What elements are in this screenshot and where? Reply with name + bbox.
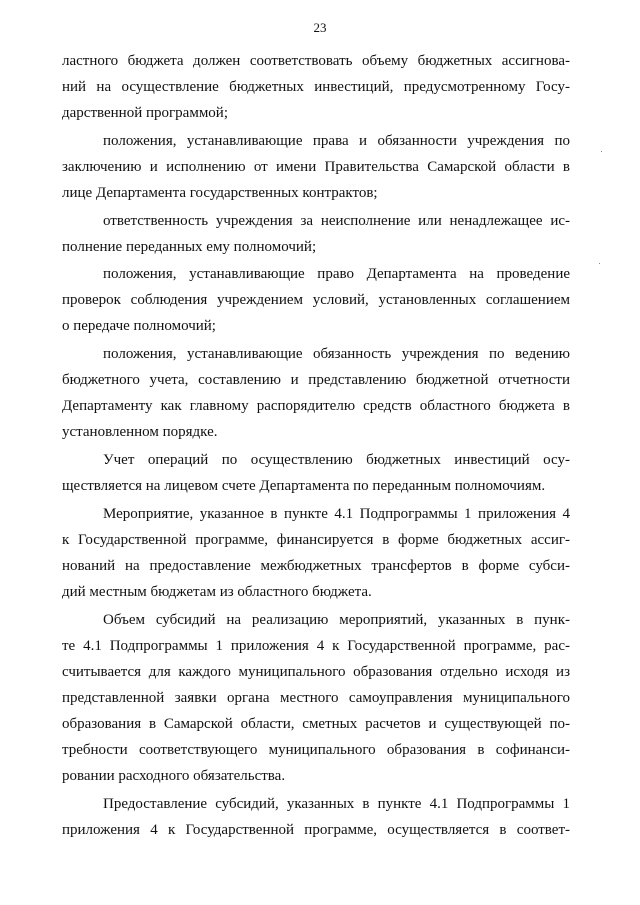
text-line: Учет операций по осуществлению бюджетных инвестиций осу- [103,452,570,468]
text-line: лице Департамента государственных контрактов; [62,185,378,201]
text-line: полнение переданных ему полномочий; [62,239,317,255]
text-line: дий местным бюджетам из областного бюджета. [62,584,372,600]
text-line: положения, устанавливающие право Департамента на проведение [103,266,570,282]
text-line: Объем субсидий на реализацию мероприятий, указанных в пунк- [103,612,570,628]
text-line: дарственной программой; [62,105,229,121]
page-number: 23 [313,20,327,35]
text-line: заключению и исполнению от имени Правительства Самарской области в [62,159,570,175]
text-line: представленной заявки органа местного самоуправления муниципального [62,690,570,706]
text-line: считывается для каждого муниципального образования отдельно исходя из [62,664,570,680]
text-line: нований на предоставление межбюджетных трансфертов в форме субси- [62,558,570,574]
text-line: установленном порядке. [62,424,218,440]
text-line: Департаменту как главному распорядителю средств областного бюджета в [62,398,570,414]
text-line: приложения 4 к Государственной программе, осуществляется в соответ- [62,822,570,838]
text-line: ществляется на лицевом счете Департамента по переданным полномочиям. [62,478,546,494]
text-line: ний на осуществление бюджетных инвестиций, предусмотренному Госу- [62,79,570,95]
text-line: образования в Самарской области, сметных расчетов и существующей по- [62,716,570,732]
text-line: проверок соблюдения учреждением условий, установленных соглашением [62,292,570,308]
text-line: требности соответствующего муниципального образования в софинанси- [62,742,570,758]
text-line: Мероприятие, указанное в пункте 4.1 Подпрограммы 1 приложения 4 [103,506,570,522]
text-line: ответственность учреждения за неисполнение или ненадлежащее ис- [103,213,570,229]
text-line: ровании расходного обязательства. [62,768,286,784]
text-line: ластного бюджета должен соответствовать объему бюджетных ассигнова- [62,53,570,69]
text-line: о передаче полномочий; [62,318,216,334]
text-line: положения, устанавливающие обязанность учреждения по ведению [103,346,570,362]
text-line: Предоставление субсидий, указанных в пункте 4.1 Подпрограммы 1 [103,796,570,812]
scan-speck [599,263,600,264]
text-line: бюджетного учета, составлению и представлению бюджетной отчетности [62,372,570,388]
scan-speck [601,151,602,152]
text-line: те 4.1 Подпрограммы 1 приложения 4 к Государственной программе, рас- [62,638,570,654]
text-line: к Государственной программе, финансируется в форме бюджетных ассиг- [62,532,570,548]
text-line: положения, устанавливающие права и обязанности учреждения по [103,133,570,149]
